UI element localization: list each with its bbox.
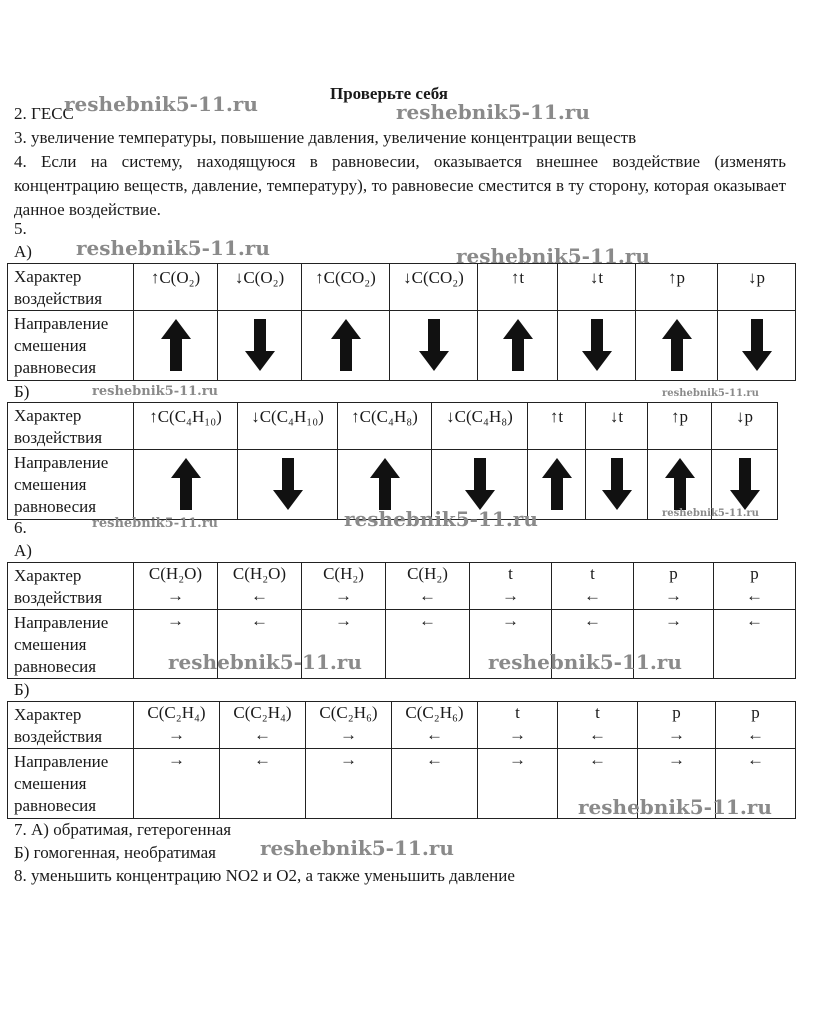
row-header-shift: Направление смешения равновесия (8, 610, 134, 679)
effect-cell: p ← (714, 563, 796, 610)
arrow-up-icon (370, 458, 400, 510)
table-5a (7, 263, 796, 381)
shift-cell (478, 311, 558, 381)
effect-cell: C(H₂O) ← (218, 563, 302, 610)
section-6b-label: Б) (14, 680, 30, 699)
effect-cell: C(C₂H₆) → (306, 702, 392, 749)
effect-cell: ↓C(CO₂) (390, 264, 478, 311)
table-5b (7, 402, 778, 520)
shift-cell (636, 311, 718, 381)
arrow-down-icon (419, 319, 449, 371)
row-header-shift: Направление смешения равновесия (8, 450, 134, 520)
answer-7b: Б) гомогенная, необратимая (14, 843, 216, 862)
watermark: reshebnik5-11.ru (260, 836, 454, 860)
direction-arrow: ← (589, 725, 606, 744)
answer-4: 4. Если на систему, находящуюся в равновесии, оказывается внешнее воздействие (изменять концентрацию веществ, давление, температуру), то равновесие сместится в ту сторону, которая оказывает данное воздействие. (14, 152, 786, 219)
watermark: reshebnik5-11.ru (488, 650, 682, 674)
arrow-up-icon (542, 458, 572, 510)
effect-cell: t ← (558, 702, 638, 749)
shift-cell: → (306, 749, 392, 819)
effect-cell: ↑t (478, 264, 558, 311)
direction-arrow: → (509, 725, 526, 744)
shift-cell (558, 311, 636, 381)
shift-cell: ← (386, 610, 470, 679)
direction-arrow: ← (419, 586, 436, 605)
shift-cell: ← (552, 610, 634, 679)
row-header-effect: Характер воздействия (8, 563, 134, 610)
row-header-shift: Направление смешения равновесия (8, 749, 134, 819)
answer-7a: 7. А) обратимая, гетерогенная (14, 820, 232, 839)
shift-cell (218, 311, 302, 381)
watermark: reshebnik5-11.ru (662, 388, 759, 399)
effect-cell: ↑p (636, 264, 718, 311)
shift-cell (238, 450, 338, 520)
shift-cell (586, 450, 648, 520)
arrow-down-icon (602, 458, 632, 510)
answer-8: 8. уменьшить концентрацию NO2 и O2, а также уменьшить давление (14, 866, 515, 885)
shift-cell (302, 311, 390, 381)
effect-cell: p ← (716, 702, 796, 749)
answer-3: 3. увеличение температуры, повышение давления, увеличение концентрации веществ (14, 128, 637, 147)
effect-cell: p → (638, 702, 716, 749)
shift-cell: ← (714, 610, 796, 679)
effect-cell: C(H₂O) → (134, 563, 218, 610)
arrow-up-icon (171, 458, 201, 510)
arrow-down-icon (465, 458, 495, 510)
watermark: reshebnik5-11.ru (168, 650, 362, 674)
arrow-up-icon (503, 319, 533, 371)
direction-arrow: ← (746, 586, 763, 605)
shift-cell: ← (218, 610, 302, 679)
direction-arrow: → (335, 586, 352, 605)
shift-cell: → (302, 610, 386, 679)
effect-cell: ↑p (648, 403, 712, 450)
watermark: reshebnik5-11.ru (64, 92, 258, 116)
arrow-down-icon (730, 458, 760, 510)
direction-arrow: ← (426, 725, 443, 744)
shift-cell: ← (716, 749, 796, 819)
arrow-down-icon (582, 319, 612, 371)
effect-cell: ↓p (718, 264, 796, 311)
shift-cell: → (638, 749, 716, 819)
arrow-down-icon (742, 319, 772, 371)
shift-cell (134, 450, 238, 520)
row-header-effect: Характер воздействия (8, 403, 134, 450)
direction-arrow: ← (584, 586, 601, 605)
shift-cell: → (134, 610, 218, 679)
arrow-up-icon (662, 319, 692, 371)
watermark: reshebnik5-11.ru (662, 508, 759, 519)
row-header-effect: Характер воздействия (8, 702, 134, 749)
effect-cell: C(C₂H₄) ← (220, 702, 306, 749)
shift-cell: ← (220, 749, 306, 819)
section-6a-label: А) (14, 541, 32, 560)
effect-cell: ↑C(C₄H₈) (338, 403, 432, 450)
effect-cell: ↑t (528, 403, 586, 450)
shift-cell (718, 311, 796, 381)
effect-cell: ↑C(CO₂) (302, 264, 390, 311)
effect-cell: ↓C(O₂) (218, 264, 302, 311)
effect-cell: t → (478, 702, 558, 749)
section-5b-label: Б) (14, 382, 30, 401)
arrow-up-icon (665, 458, 695, 510)
direction-arrow: ← (747, 725, 764, 744)
effect-cell: ↓C(C₄H₁₀) (238, 403, 338, 450)
direction-arrow: → (340, 725, 357, 744)
watermark: reshebnik5-11.ru (456, 244, 650, 268)
shift-cell (390, 311, 478, 381)
answer-5-number: 5. (14, 219, 27, 238)
shift-cell: → (478, 749, 558, 819)
effect-cell: C(H₂) → (302, 563, 386, 610)
row-header-effect: Характер воздействия (8, 264, 134, 311)
arrow-down-icon (245, 319, 275, 371)
answer-6-number: 6. (14, 518, 27, 537)
arrow-up-icon (331, 319, 361, 371)
direction-arrow: → (167, 586, 184, 605)
shift-cell: → (634, 610, 714, 679)
section-5a-label: А) (14, 242, 32, 261)
shift-cell (134, 311, 218, 381)
watermark: reshebnik5-11.ru (344, 507, 538, 531)
shift-cell: ← (558, 749, 638, 819)
effect-cell: p → (634, 563, 714, 610)
answer-2: 2. ГЕСС (14, 104, 74, 123)
effect-cell: ↓t (586, 403, 648, 450)
shift-cell: → (134, 749, 220, 819)
direction-arrow: → (168, 725, 185, 744)
effect-cell: C(H₂) ← (386, 563, 470, 610)
effect-cell: ↓p (712, 403, 778, 450)
watermark: reshebnik5-11.ru (76, 236, 270, 260)
shift-cell: → (470, 610, 552, 679)
effect-cell: t → (470, 563, 552, 610)
watermark: reshebnik5-11.ru (396, 100, 590, 124)
row-header-shift: Направление смешения равновесия (8, 311, 134, 381)
arrow-down-icon (273, 458, 303, 510)
shift-cell: ← (392, 749, 478, 819)
effect-cell: C(C₂H₆) ← (392, 702, 478, 749)
direction-arrow: → (665, 586, 682, 605)
effect-cell: t ← (552, 563, 634, 610)
direction-arrow: → (668, 725, 685, 744)
effect-cell: ↑C(O₂) (134, 264, 218, 311)
direction-arrow: → (502, 586, 519, 605)
effect-cell: ↓C(C₄H₈) (432, 403, 528, 450)
direction-arrow: ← (251, 586, 268, 605)
page-title: Проверьте себя (330, 84, 448, 103)
direction-arrow: ← (254, 725, 271, 744)
watermark: reshebnik5-11.ru (578, 795, 772, 819)
watermark: reshebnik5-11.ru (92, 384, 219, 399)
effect-cell: ↓t (558, 264, 636, 311)
effect-cell: C(C₂H₄) → (134, 702, 220, 749)
effect-cell: ↑C(C₄H₁₀) (134, 403, 238, 450)
watermark: reshebnik5-11.ru (92, 516, 219, 531)
arrow-up-icon (161, 319, 191, 371)
